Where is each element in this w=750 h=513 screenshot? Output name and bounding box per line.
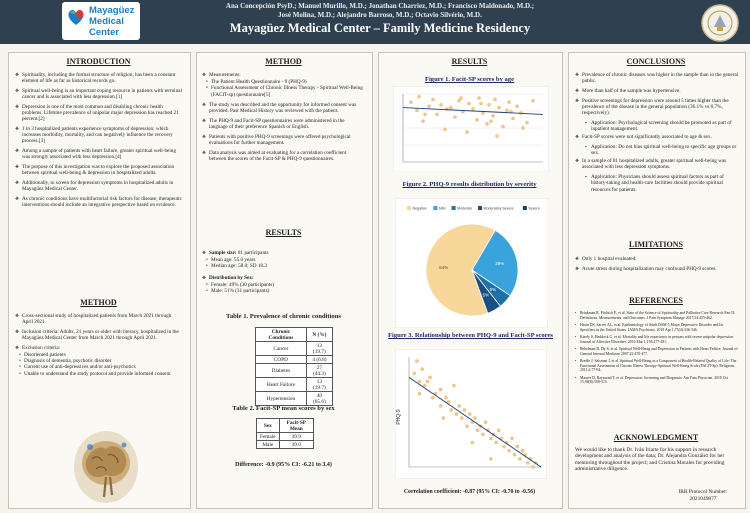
reference-item: • Bekelman D, Dy S, et al. Spiritual Well-Being and Depression in Patients with Heart Failure. Journal of General Internal Medicine 2007;22:470-477. <box>575 347 739 356</box>
legend-label: Severe <box>528 206 540 211</box>
acknowledgment-text: We would like to thank Dr. Iván Iriarte for his support in research development and analysis of the data; Dr. Alejandra González for her mentoring throughout the project; and Cristina Morales for providing administrative diligence. <box>575 447 725 472</box>
data-point <box>431 98 434 101</box>
data-point <box>491 114 494 117</box>
results-title-center: RESULTS <box>265 228 302 237</box>
sex-stat: • Female: 49% (30 participants) <box>202 282 364 288</box>
data-point <box>465 425 468 428</box>
poster-title: Mayagüez Medical Center – Family Medicine Residency <box>229 21 531 35</box>
facit-age-scatter <box>393 86 549 172</box>
introduction-title: INTRODUCTION <box>66 57 131 66</box>
chronic-conditions-table <box>255 327 333 406</box>
data-point <box>489 120 492 123</box>
data-point <box>453 116 456 119</box>
data-point <box>511 117 514 120</box>
data-point <box>475 118 478 121</box>
irb-number: 2021049877 <box>689 496 717 502</box>
data-point <box>493 98 496 101</box>
table-header-cell: Facit-SP Mean <box>279 419 313 433</box>
data-point <box>526 461 529 464</box>
conclusion-item: ❖ Facit-SP scores were not significantly associated to age & sex. <box>575 134 739 140</box>
data-point <box>442 417 445 420</box>
phq9-facit-scatter <box>395 349 547 479</box>
data-point <box>505 109 508 112</box>
references-list <box>575 311 739 388</box>
data-point <box>516 445 519 448</box>
table-row <box>256 356 333 364</box>
data-point <box>515 105 518 108</box>
data-point <box>481 433 484 436</box>
reference-item: • Brinkman R, Pitchick E, et al. State of the Science of Spirituality and Palliative Care Research Part II: Definitions, Measurements, and Outcomes. J Pain Symptom Manage 2017;54:455-462. <box>575 311 739 320</box>
pie-label: 26% <box>495 261 505 267</box>
data-point <box>421 120 424 123</box>
table-header-row <box>257 419 314 433</box>
authors-line-2: José Molina, M.D.; Alejandro Barroso, M.D.; Octavio Silvério, M.D. <box>278 10 482 19</box>
legend-swatch <box>433 206 437 210</box>
data-point <box>439 388 442 391</box>
table1-title: Table 1. Prevalence of chronic conditions <box>226 313 341 320</box>
data-point <box>471 441 474 444</box>
limitations-body <box>575 256 739 275</box>
sample-stat: • Median age: 58.0; SD 18.3 <box>202 263 364 269</box>
table-row <box>257 433 314 441</box>
method-item: ❖ The PHQ-9 and Facit-SP questionnaires were administered in the language of their preference Spanish or English. <box>202 118 364 130</box>
legend-label: Moderately Severe <box>483 206 514 211</box>
conclusion-item: ❖ In a sample of 81 hospitalized adults, greater spiritual well-being was associated with less depression symptoms. <box>575 158 739 170</box>
data-point <box>497 429 500 432</box>
measurement-item: • The Patient Health Questionnaire - 9 (PHQ-9) <box>202 79 364 85</box>
table-cell: 39.0 <box>279 441 313 449</box>
authors <box>190 2 570 19</box>
data-point <box>429 376 432 379</box>
legend-swatch <box>452 206 456 210</box>
conclusion-item: ❖ More than half of the sample was hypertensive. <box>575 88 739 94</box>
data-point <box>457 99 460 102</box>
method-title-left: METHOD <box>80 298 117 307</box>
intro-item: ❖ As chronic conditions have multifactorial risk factors for disease, therapeutic interventions should include an integrative perspective based on evidence. <box>15 196 183 208</box>
sample-stat: • Mean age: 55.0 years <box>202 257 364 263</box>
table-cell: 40 (65.6) <box>306 392 332 406</box>
pie-label: 5% <box>482 292 490 298</box>
data-point <box>426 380 429 383</box>
data-point <box>423 384 426 387</box>
heart-leaf-icon <box>65 6 87 28</box>
legend-label: Mild <box>438 206 446 211</box>
limitation-item: ❖ Only 1 hospital evaluated. <box>575 256 739 262</box>
legend-swatch <box>523 206 527 210</box>
intro-item: ❖ Additionally, to screen for depression symptoms in hospitalized adults in Mayagüez Medical Center. <box>15 180 183 192</box>
exclusion-item: • Current use of anti-depressives and/or anti-psychotics <box>15 364 183 370</box>
method-title-center: METHOD <box>265 57 302 66</box>
limitation-item: ❖ Acute stress during hospitalization may confound PHQ-9 scores. <box>575 266 739 272</box>
data-point <box>452 384 455 387</box>
exclusion-item: • Unable to understand the study protocol and provide informed consent <box>15 371 183 377</box>
data-point <box>521 126 524 129</box>
data-point <box>418 380 421 383</box>
data-point <box>484 421 487 424</box>
data-point <box>487 103 490 106</box>
facit-by-sex-table <box>256 418 314 449</box>
data-point <box>502 445 505 448</box>
residency-seal-icon <box>700 3 740 43</box>
table-cell: Female <box>257 433 280 441</box>
results-center-body <box>202 250 364 294</box>
intro-item: ❖ 1 in 3 hospitalized patients experience symptoms of depression; which increases morbidity, mortality, and can negatively influence the recovery process.[3] <box>15 126 183 145</box>
correlation-text: Correlation coefficient: -0.87 (95% CI: -0.70 to -0.56) <box>403 489 536 495</box>
method-item: ❖ Patients with positive PHQ-9 screenings were offered psychological evaluations for further management. <box>202 134 364 146</box>
table-row <box>256 392 333 406</box>
table-cell: 4 (6.8) <box>306 356 332 364</box>
exclusion-item: • Diagnosis of dementia, psychotic disorder <box>15 358 183 364</box>
table-row <box>256 364 333 378</box>
table2-title: Table 2. Facit-SP mean scores by sex <box>232 405 335 412</box>
data-point <box>449 106 452 109</box>
irb-label: IRB Protocol Number: <box>678 489 728 495</box>
references-title: REFERENCES <box>629 296 683 305</box>
data-point <box>497 106 500 109</box>
acknowledgment-title: ACKNOWLEDGMENT <box>613 433 699 442</box>
method-item: ❖ The study was described and the opportunity for informed consent was provided. Past Medical History was reviewed with the patient. <box>202 102 364 114</box>
brain-illustration <box>70 425 142 505</box>
measurement-item: • Functional Assessment of Chronic Illness Therapy - Spiritual Well-Being (FACIT-sp) questionnaire[5] <box>202 85 364 97</box>
limitations-title: LIMITATIONS <box>629 240 683 249</box>
y-axis-label: PHQ-9 <box>396 409 402 425</box>
reference-item: • Maurer D, Raymond T, et al. Depression: Screening and Diagnosis. Am Fam Physician. 2018 Oct 15;98(8):508-515. <box>575 376 739 385</box>
data-point <box>489 437 492 440</box>
data-point <box>460 417 463 420</box>
data-point <box>467 102 470 105</box>
data-point <box>473 417 476 420</box>
data-point <box>531 99 534 102</box>
sample-label: Sample size: <box>209 250 237 256</box>
data-point <box>476 429 479 432</box>
data-point <box>513 453 516 456</box>
header-bar <box>0 0 750 44</box>
intro-item: ❖ Spirituality, including the formal structure of religion, has been a constant element of life as far as historical records go. <box>15 72 183 84</box>
table-cell: COPD <box>256 356 307 364</box>
data-point <box>443 128 446 131</box>
data-point <box>415 359 418 362</box>
logo-text: Mayagüez Medical Center <box>89 5 135 38</box>
table-header-row <box>256 328 333 342</box>
plot-area <box>393 86 549 172</box>
intro-item: ❖ Spiritual well-being is an important coping resource in patients with terminal cancer and is associated with less depression.[1] <box>15 88 183 100</box>
intro-item: ❖ Among a sample of patients with heart failure, greater spiritual well-being was strongly associated with less depression.[4] <box>15 148 183 160</box>
difference-text: Difference: -0.9 (95% CI: -6.21 to 3.4) <box>235 462 332 468</box>
sample-value: 81 participants <box>237 250 269 256</box>
authors-line-1: Ana Concepción PsyD.; Manuel Murillo, M.D.; Jonathan Charriez, M.D.; Francisco Maldonado, M.D.; <box>225 2 535 10</box>
data-point <box>439 103 442 106</box>
method-center-body <box>202 72 364 165</box>
sex-distribution-label <box>202 275 364 281</box>
legend-label: Moderate <box>457 206 473 211</box>
reference-item: • Hasin DS, Sarvet AL, et al. Epidemiology of Adult DSM-5 Major Depressive Disorder and Its Specifiers in the United States. JAMA Psychiatry. 2018 Apr 1;75(4):336-346. <box>575 323 739 332</box>
data-point <box>507 101 510 104</box>
data-point <box>485 122 488 125</box>
measurements-label: ❖ Measurements: <box>202 72 364 78</box>
table-header-cell: Chronic Conditions <box>256 328 307 342</box>
introduction-body <box>15 72 183 212</box>
table-cell: Heart Failure <box>256 378 307 392</box>
table-row <box>256 342 333 356</box>
table-row <box>257 441 314 449</box>
data-point <box>418 392 421 395</box>
data-point <box>508 449 511 452</box>
data-point <box>409 101 412 104</box>
data-point <box>415 109 418 112</box>
method-left-body <box>15 313 183 377</box>
conclusion-application: ▪ Application: Do not bias spiritual well-being to specific age groups or sex. <box>575 144 739 156</box>
data-point <box>431 396 434 399</box>
data-point <box>495 135 498 138</box>
table-cell: 13 (19.7) <box>306 342 332 356</box>
hospital-logo <box>62 2 140 40</box>
data-point <box>521 449 524 452</box>
data-point <box>413 372 416 375</box>
reference-item: • Kisely S, Haddock G, et al. Mortality and life expectancy in persons with severe unipolar depression. Journal of Affective Disorders. 2016 Mar 1;193:277-281. <box>575 335 739 344</box>
data-point <box>501 125 504 128</box>
data-point <box>468 412 471 415</box>
reference-item: • Bredle J, Salsman J, et al. Spiritual Well-Being as a Component of Health-Related Quality of Life: The Functional Assessment of Chronic Illness Therapy-Spiritual Well-Being Scale (FACIT-Sp). Religions. 2011;2:77-94. <box>575 359 739 373</box>
sex-label: Distribution by Sex: <box>209 274 254 281</box>
table-header-cell: N (%) <box>306 328 332 342</box>
results-title-right: RESULTS <box>451 57 488 66</box>
pie-label: 64% <box>439 264 449 270</box>
data-point <box>455 412 458 415</box>
data-point <box>477 96 480 99</box>
data-point <box>531 465 534 468</box>
data-point <box>479 102 482 105</box>
sex-stat: • Male: 51% (31 participants) <box>202 288 364 294</box>
table-row <box>256 378 333 392</box>
pie-label: 5% <box>489 286 497 292</box>
data-point <box>495 441 498 444</box>
exclusion-label: ❖ Exclusion criteria: <box>15 345 183 351</box>
data-point <box>510 437 513 440</box>
figure1-title: Figure 1. Facit-SP scores by age <box>424 76 515 83</box>
data-point <box>463 408 466 411</box>
method-item: ❖ Inclusion criteria: Adults, 21 years or older with literacy, hospitalized in the Mayagüez Medical Center from March 2021 through April 2021. <box>15 329 183 341</box>
method-item: ❖ Cross-sectional study of hospitalized patients from March 2021 through April 2021. <box>15 313 183 325</box>
data-point <box>518 457 521 460</box>
data-point <box>450 408 453 411</box>
table-cell: 27 (44.3) <box>306 364 332 378</box>
data-point <box>439 404 442 407</box>
intro-item: ❖ The purpose of this investigation was to explore the proposed association between spiritual well-being & depression in hospitalized adults. <box>15 164 183 176</box>
conclusions-body <box>575 72 739 195</box>
data-point <box>471 107 474 110</box>
conclusion-application: ▪ Application: Psychological screening should be promoted as part of inpatient management. <box>575 120 739 132</box>
data-point <box>525 121 528 124</box>
data-point <box>427 105 430 108</box>
conclusion-item: ❖ Positive screenings for depression were around 5 times higher than the prevalence of the disease in the general population (36.1% vs 6.7%, respectively). <box>575 98 739 117</box>
table-cell: Cancer <box>256 342 307 356</box>
data-point <box>421 368 424 371</box>
conclusion-item: ❖ Prevalence of chronic diseases was higher in the sample than in the general public. <box>575 72 739 84</box>
legend-label: Negative <box>412 206 427 211</box>
intro-item: ❖ Depression is one of the most common and disabling chronic health problems. Lifetime prevalence of unipolar major depression has reached 21 percent.[2] <box>15 104 183 123</box>
data-point <box>465 130 468 133</box>
table-cell: Hypertension <box>256 392 307 406</box>
table-cell: 13 (19.7) <box>306 378 332 392</box>
legend-swatch <box>478 206 482 210</box>
conclusions-title: CONCLUSIONS <box>626 57 686 66</box>
sample-size <box>202 250 364 256</box>
data-point <box>444 396 447 399</box>
legend-swatch <box>407 206 411 210</box>
conclusion-application: ▪ Application: Physicians should assess spiritual factors as part of history-taking and health-care facilities should provide spiritual resources for patients. <box>575 174 739 193</box>
data-point <box>423 113 426 116</box>
data-point <box>489 457 492 460</box>
figure3-title: Figure 3. Relationship between PHQ-9 and Facit-SP scores <box>388 332 553 339</box>
exclusion-item: • Disoriented patients <box>15 352 183 358</box>
data-point <box>435 113 438 116</box>
data-point <box>417 95 420 98</box>
table-cell: Male <box>257 441 280 449</box>
data-point <box>459 96 462 99</box>
data-point <box>458 404 461 407</box>
figure2-title: Figure 2. PHQ-9 results distribution by severity <box>402 181 537 188</box>
table-cell: 39.9 <box>279 433 313 441</box>
table-cell: Diabetes <box>256 364 307 378</box>
data-point <box>447 400 450 403</box>
table-header-cell: Sex <box>257 419 280 433</box>
method-item: ❖ Data analysis was aimed at evaluating for a correlation coefficient between the scores of the Facit-SP & PHQ-9 questionnaires. <box>202 150 364 162</box>
phq9-severity-pie <box>395 198 548 328</box>
